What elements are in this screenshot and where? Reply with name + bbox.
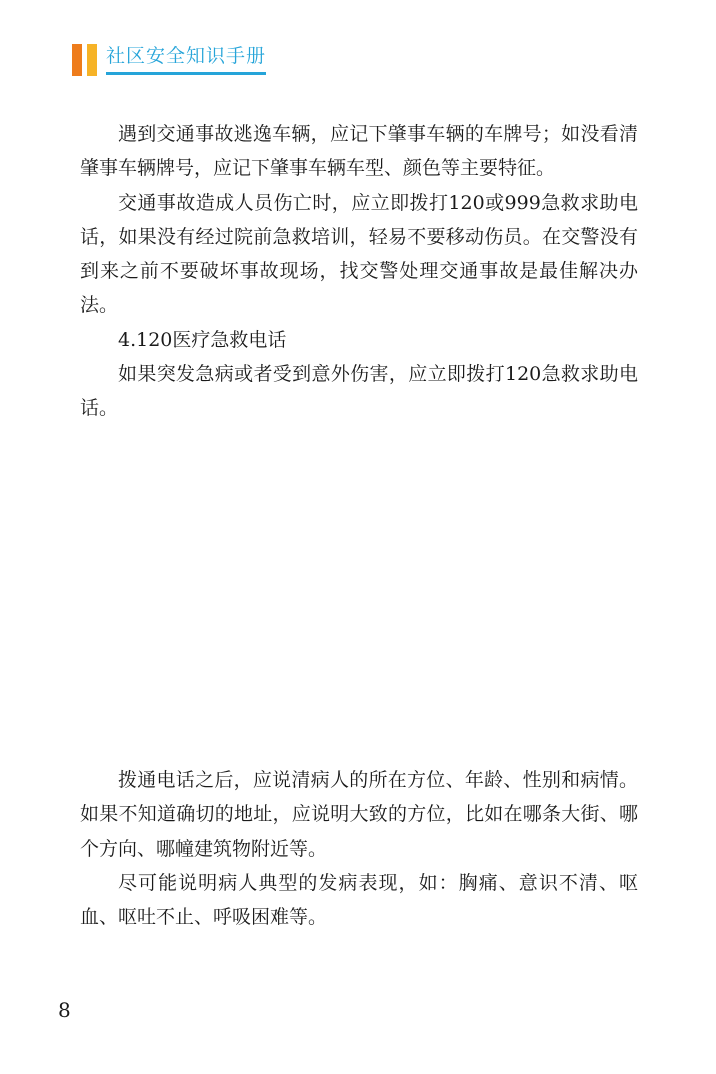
body-text-bottom [80,763,638,934]
yellow-bar-decoration [87,44,97,76]
paragraph-traffic-casualties: 交通事故造成人员伤亡时，应立即拨打120或999急救求助电话，如果没有经过院前急救培训，轻易不要移动伤员。在交警没有到来之前不要破坏事故现场，找交警处理交通事故是最佳解决办法。 [80,191,638,317]
section-heading-120: 4.120医疗急救电话 [118,328,287,351]
book-title: 社区安全知识手册 [106,45,267,67]
paragraph-hit-and-run: 遇到交通事故逃逸车辆，应记下肇事车辆的车牌号；如没看清肇事车辆牌号，应记下肇事车辆车型、颜色等主要特征。 [80,123,638,180]
header-title-underline [106,44,266,75]
running-header [72,44,266,78]
body-text-top [80,117,638,426]
paragraph-describe-location: 拨通电话之后，应说清病人的所在方位、年龄、性别和病情。如果不知道确切的地址，应说明大致的方位，比如在哪条大街、哪个方向、哪幢建筑物附近等。 [80,769,638,860]
page-number: 8 [58,998,71,1022]
orange-bar-decoration [72,44,82,76]
paragraph-describe-symptoms: 尽可能说明病人典型的发病表现，如：胸痛、意识不清、呕血、呕吐不止、呼吸困难等。 [80,871,638,929]
paragraph-call-120: 如果突发急病或者受到意外伤害，应立即拨打120急救求助电话。 [80,363,638,420]
